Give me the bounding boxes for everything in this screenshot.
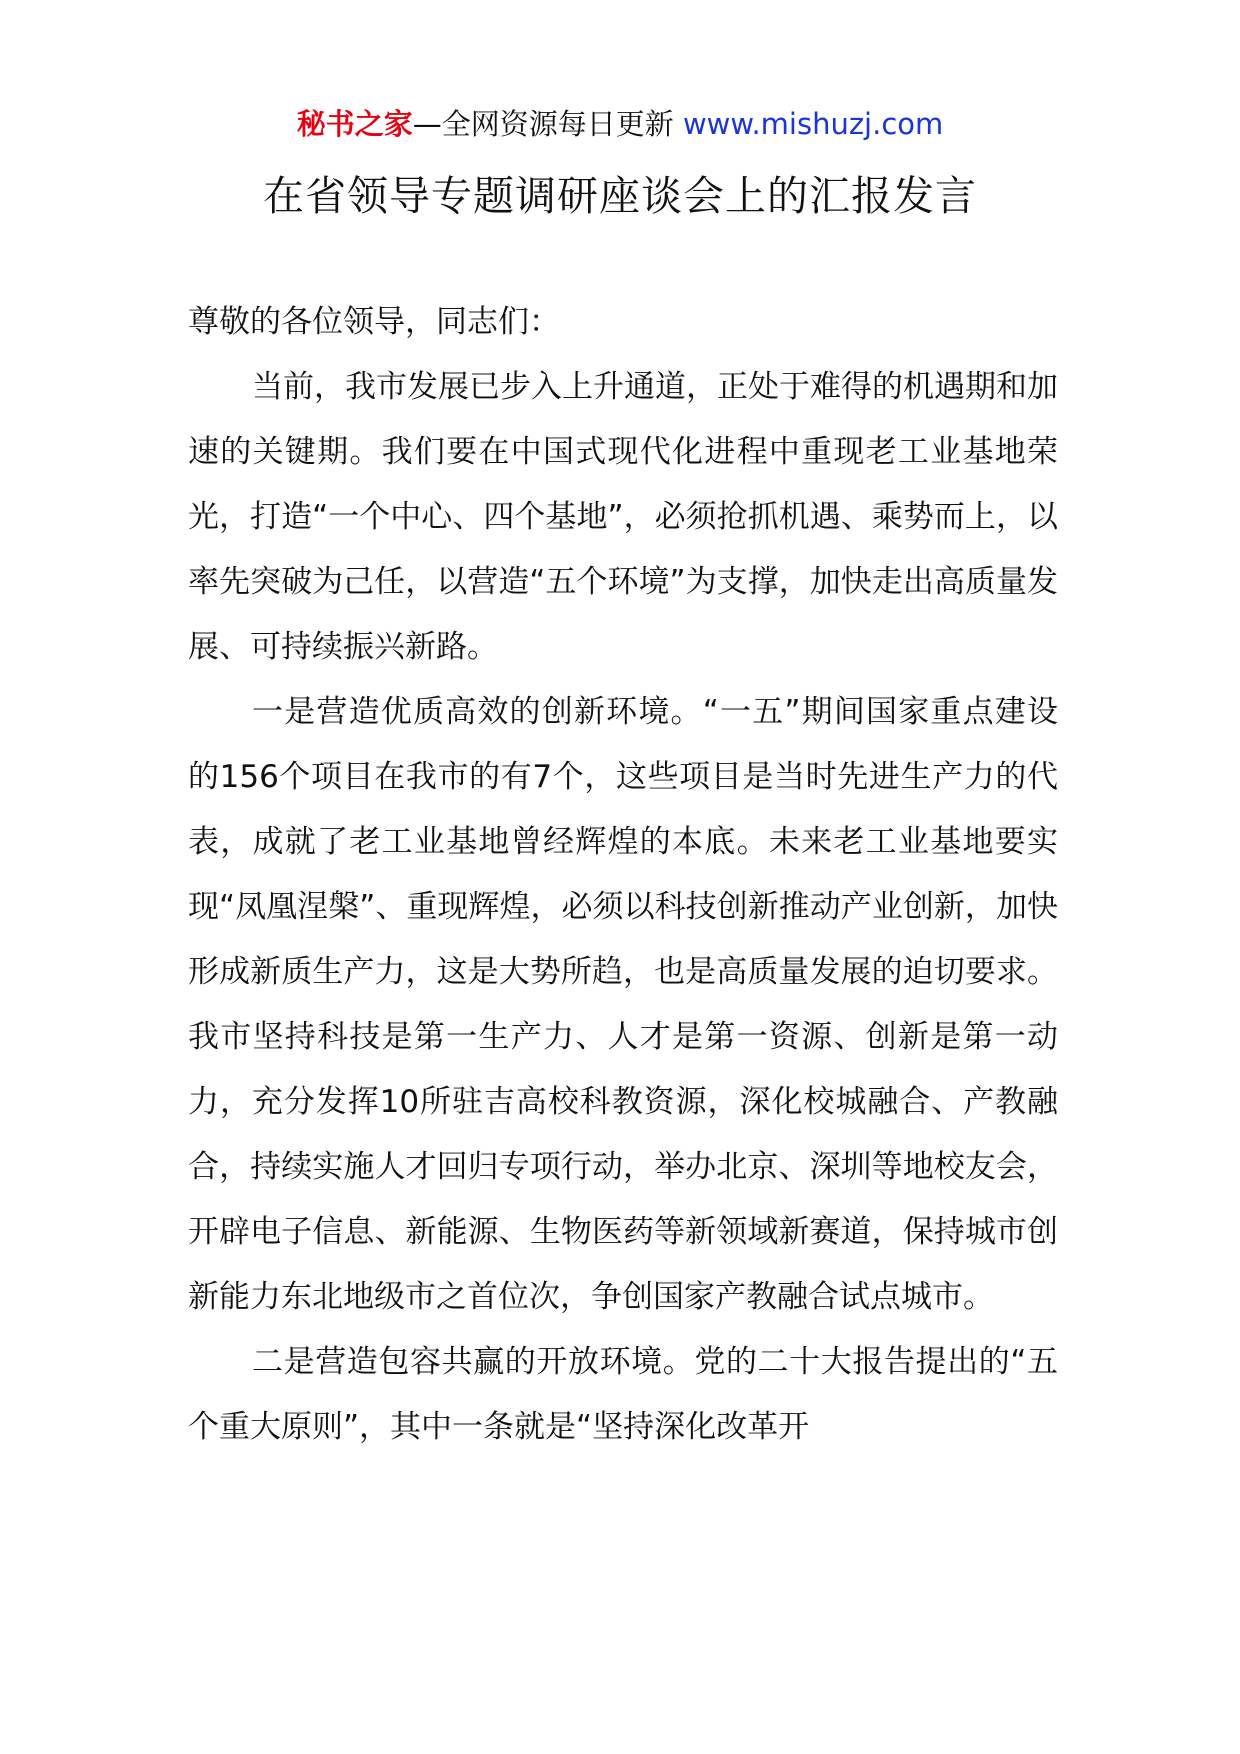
paragraph-intro: 当前，我市发展已步入上升通道，正处于难得的机遇期和加速的关键期。我们要在中国式现代化进程中重现老工业基地荣光，打造“一个中心、四个基地”，必须抢抓机遇、乘势而上，以率先突破为己任，以营造“五个环境”为支撑，加快走出高质量发展、可持续振兴新路。 [188,369,1058,665]
document-body [188,290,1058,1460]
paragraph-innovation-environment: 一是营造优质高效的创新环境。“一五”期间国家重点建设的156个项目在我市的有7个，这些项目是当时先进生产力的代表，成就了老工业基地曾经辉煌的本底。未来老工业基地要实现“凤凰涅槃”、重现辉煌，必须以科技创新推动产业创新，加快形成新质生产力，这是大势所趋，也是高质量发展的迫切要求。我市坚持科技是第一生产力、人才是第一资源、创新是第一动力，充分发挥10所驻吉高校科教资源，深化校城融合、产教融合，持续实施人才回归专项行动，举办北京、深圳等地校友会，开辟电子信息、新能源、生物医药等新领域新赛道，保持城市创新能力东北地级市之首位次，争创国家产教融合试点城市。 [188,694,1058,1315]
site-url-link[interactable]: www.mishuzj.com [682,107,944,141]
site-header [0,100,1240,148]
site-brand: 秘书之家 [296,107,413,141]
greeting-line: 尊敬的各位领导，同志们： [188,304,560,340]
document-title: 在省领导专题调研座谈会上的汇报发言 [263,172,977,220]
paragraph-open-environment: 二是营造包容共赢的开放环境。党的二十大报告提出的“五个重大原则”，其中一条就是“坚持深化改革开 [188,1344,1058,1445]
site-tagline: —全网资源每日更新 [412,107,683,141]
